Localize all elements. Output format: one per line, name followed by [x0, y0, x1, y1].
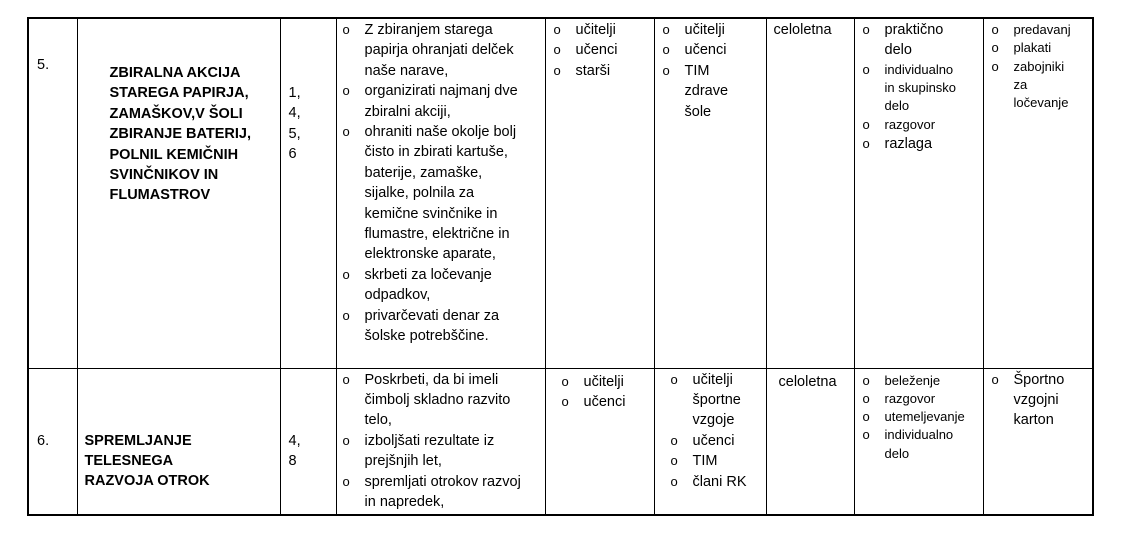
- row-number: 6.: [37, 432, 50, 449]
- goals-item: [343, 265, 541, 306]
- methods-list: [855, 369, 983, 463]
- participants-item: [554, 61, 650, 81]
- bullet-icon: o: [342, 432, 350, 448]
- item-line: zdrave: [684, 83, 729, 100]
- item-line: čimbolj skladno razvito: [364, 391, 511, 408]
- participants-item: [562, 372, 650, 392]
- responsible-item: [663, 61, 762, 122]
- item-line: individualno: [884, 427, 954, 443]
- responsible-item: [671, 370, 762, 431]
- activity-title-cell: [77, 18, 280, 368]
- row-number-cell: [28, 368, 77, 515]
- grade-item: 6: [288, 146, 297, 163]
- methods-item: [863, 408, 981, 426]
- item-line: organizirati najmanj dve: [364, 83, 518, 100]
- methods-cell: [854, 18, 983, 368]
- grade-item: 5,: [288, 125, 301, 142]
- item-line: odpadkov,: [364, 287, 431, 304]
- item-line: TIM: [684, 62, 710, 79]
- item-line: učitelji: [575, 22, 616, 38]
- item-line: zbiralni akciji,: [364, 103, 451, 120]
- item-line: praktično: [884, 22, 944, 38]
- sources-item: [992, 21, 1091, 39]
- activity-title-line: POLNIL KEMIČNIH: [109, 146, 239, 163]
- activity-title-line: ZBIRALNA AKCIJA: [109, 65, 241, 81]
- item-line: Poskrbeti, da bi imeli: [364, 371, 499, 388]
- bullet-icon: o: [991, 40, 999, 56]
- goals-list: [337, 369, 545, 513]
- item-line: delo: [884, 42, 912, 59]
- item-line: in napredek,: [364, 493, 445, 510]
- goals-cell: [336, 18, 545, 368]
- item-line: naše narave,: [364, 62, 449, 79]
- responsible-item: [671, 431, 762, 451]
- item-line: sijalke, polnila za: [364, 185, 475, 202]
- activity-title-line: SVINČNIKOV IN: [109, 167, 219, 184]
- methods-item: [863, 20, 981, 61]
- sources-cell: [983, 18, 1093, 368]
- participants-cell: [545, 18, 654, 368]
- row-number: 5.: [37, 57, 50, 73]
- bullet-icon: o: [342, 22, 350, 37]
- goals-list: [337, 19, 545, 347]
- sources-item: [992, 370, 1091, 431]
- item-line: zabojniki: [1013, 58, 1065, 74]
- responsible-cell: [654, 18, 766, 368]
- activity-title-line: STAREGA PAPIRJA,: [109, 85, 249, 102]
- time-cell: [766, 18, 854, 368]
- bullet-icon: o: [670, 473, 678, 489]
- methods-item: [863, 116, 981, 134]
- goals-item: [343, 306, 541, 347]
- item-line: vzgoje: [692, 412, 735, 429]
- responsible-list: [655, 369, 766, 492]
- bullet-icon: o: [862, 61, 870, 77]
- responsible-cell: [654, 368, 766, 515]
- item-line: učenci: [684, 42, 727, 59]
- goals-item: [343, 20, 541, 81]
- responsible-item: [671, 451, 762, 471]
- bullet-icon: o: [342, 307, 350, 323]
- bullet-icon: o: [342, 266, 350, 282]
- grade-item: 8: [288, 452, 297, 469]
- goals-item: [343, 370, 541, 431]
- participants-item: [554, 20, 650, 40]
- bullet-icon: o: [991, 371, 999, 387]
- bullet-icon: o: [862, 116, 870, 132]
- activity-title: [78, 369, 280, 492]
- methods-item: [863, 372, 981, 390]
- item-line: učenci: [575, 42, 618, 59]
- activity-title-line: FLUMASTROV: [109, 187, 211, 204]
- bullet-icon: o: [662, 42, 670, 58]
- item-line: plakati: [1013, 40, 1052, 56]
- bullet-icon: o: [991, 58, 999, 74]
- item-line: razgovor: [884, 390, 936, 406]
- grade-item: 1,: [288, 85, 301, 101]
- activity-title: [78, 19, 280, 206]
- item-line: telo,: [364, 412, 392, 429]
- responsible-item: [663, 40, 762, 60]
- item-line: delo: [884, 445, 910, 461]
- item-line: učitelji: [684, 22, 725, 38]
- methods-list: [855, 19, 983, 154]
- item-line: utemeljevanje: [884, 409, 965, 425]
- bullet-icon: o: [862, 136, 870, 151]
- item-line: elektronske aparate,: [364, 246, 496, 263]
- grades-cell: [280, 368, 336, 515]
- goals-item: [343, 431, 541, 472]
- item-line: ločevanje: [1013, 95, 1069, 111]
- item-line: individualno: [884, 61, 954, 77]
- bullet-icon: o: [662, 22, 670, 37]
- sources-list: [984, 369, 1093, 431]
- item-line: člani RK: [692, 473, 747, 490]
- bullet-icon: o: [342, 83, 350, 99]
- activity-plan-table: [27, 17, 1094, 516]
- participants-item: [562, 392, 650, 412]
- item-line: spremljati otrokov razvoj: [364, 473, 521, 490]
- participants-item: [554, 40, 650, 60]
- table-row: [28, 368, 1093, 515]
- item-line: šolske potrebščine.: [364, 328, 489, 345]
- activity-title-line: SPREMLJANJE TELESNEGA: [84, 432, 192, 469]
- bullet-icon: o: [342, 124, 350, 140]
- time-value: celoletna: [773, 22, 832, 38]
- methods-item: [863, 390, 981, 408]
- responsible-item: [671, 472, 762, 492]
- responsible-list: [655, 19, 766, 122]
- bullet-icon: o: [553, 42, 561, 58]
- item-line: učitelji: [583, 373, 624, 390]
- bullet-icon: o: [670, 453, 678, 469]
- item-line: predavanj: [1013, 22, 1071, 37]
- grades-list: [281, 369, 336, 472]
- row-number-cell: [28, 18, 77, 368]
- bullet-icon: o: [553, 62, 561, 78]
- activity-title-cell: [77, 368, 280, 515]
- item-line: prejšnjih let,: [364, 453, 442, 470]
- methods-item: [863, 426, 981, 463]
- participants-cell: [545, 368, 654, 515]
- item-line: delo: [884, 98, 910, 114]
- item-line: vzgojni: [1013, 391, 1059, 408]
- bullet-icon: o: [862, 372, 870, 388]
- item-line: baterije, zamaške,: [364, 164, 483, 181]
- item-line: starši: [575, 62, 611, 79]
- goals-item: [343, 122, 541, 265]
- sources-item: [992, 58, 1091, 113]
- methods-item: [863, 61, 981, 116]
- sources-list: [984, 19, 1093, 112]
- bullet-icon: o: [342, 371, 350, 387]
- item-line: karton: [1013, 412, 1054, 429]
- bullet-icon: o: [862, 409, 870, 425]
- time-value: celoletna: [778, 373, 837, 390]
- item-line: čisto in zbirati kartuše,: [364, 144, 508, 161]
- item-line: kemične svinčnike in: [364, 205, 498, 222]
- bullet-icon: o: [670, 371, 678, 387]
- item-line: za: [1013, 76, 1028, 92]
- bullet-icon: o: [862, 390, 870, 406]
- bullet-icon: o: [561, 373, 569, 389]
- item-line: šole: [684, 103, 712, 120]
- bullet-icon: o: [342, 473, 350, 489]
- grade-item: 4,: [288, 432, 301, 449]
- participants-list: [546, 19, 654, 81]
- item-line: flumastre, električne in: [364, 226, 510, 243]
- sources-item: [992, 39, 1091, 57]
- participants-list: [546, 369, 654, 413]
- goals-item: [343, 472, 541, 513]
- methods-item: [863, 134, 981, 154]
- goals-item: [343, 81, 541, 122]
- item-line: Športno: [1013, 371, 1065, 388]
- bullet-icon: o: [862, 427, 870, 443]
- item-line: papirja ohranjati delček: [364, 42, 514, 59]
- bullet-icon: o: [553, 22, 561, 37]
- bullet-icon: o: [862, 22, 870, 37]
- item-line: razlaga: [884, 136, 933, 152]
- item-line: športne: [692, 391, 741, 408]
- goals-cell: [336, 368, 545, 515]
- activity-title-line: ZAMAŠKOV,V ŠOLI: [109, 105, 243, 122]
- grades-cell: [280, 18, 336, 368]
- item-line: ohraniti naše okolje bolj: [364, 124, 517, 141]
- item-line: skrbeti za ločevanje: [364, 266, 492, 283]
- time-cell: [766, 368, 854, 515]
- item-line: razgovor: [884, 116, 936, 132]
- item-line: privarčevati denar za: [364, 307, 500, 324]
- bullet-icon: o: [662, 62, 670, 78]
- grades-list: [281, 19, 336, 165]
- item-line: izboljšati rezultate iz: [364, 432, 495, 449]
- item-line: TIM: [692, 453, 718, 470]
- item-line: učenci: [583, 393, 626, 410]
- activity-title-line: ZBIRANJE BATERIJ,: [109, 126, 252, 143]
- table-row: [28, 18, 1093, 368]
- bullet-icon: o: [670, 432, 678, 448]
- item-line: učenci: [692, 432, 735, 449]
- bullet-icon: o: [561, 393, 569, 409]
- item-line: Z zbiranjem starega: [364, 22, 493, 38]
- methods-cell: [854, 368, 983, 515]
- item-line: beleženje: [884, 372, 941, 388]
- grade-item: 4,: [288, 105, 301, 122]
- bullet-icon: o: [991, 22, 999, 37]
- activity-title-line: RAZVOJA OTROK: [84, 473, 210, 490]
- item-line: učitelji: [692, 371, 733, 388]
- item-line: in skupinsko: [884, 80, 957, 96]
- sources-cell: [983, 368, 1093, 515]
- responsible-item: [663, 20, 762, 40]
